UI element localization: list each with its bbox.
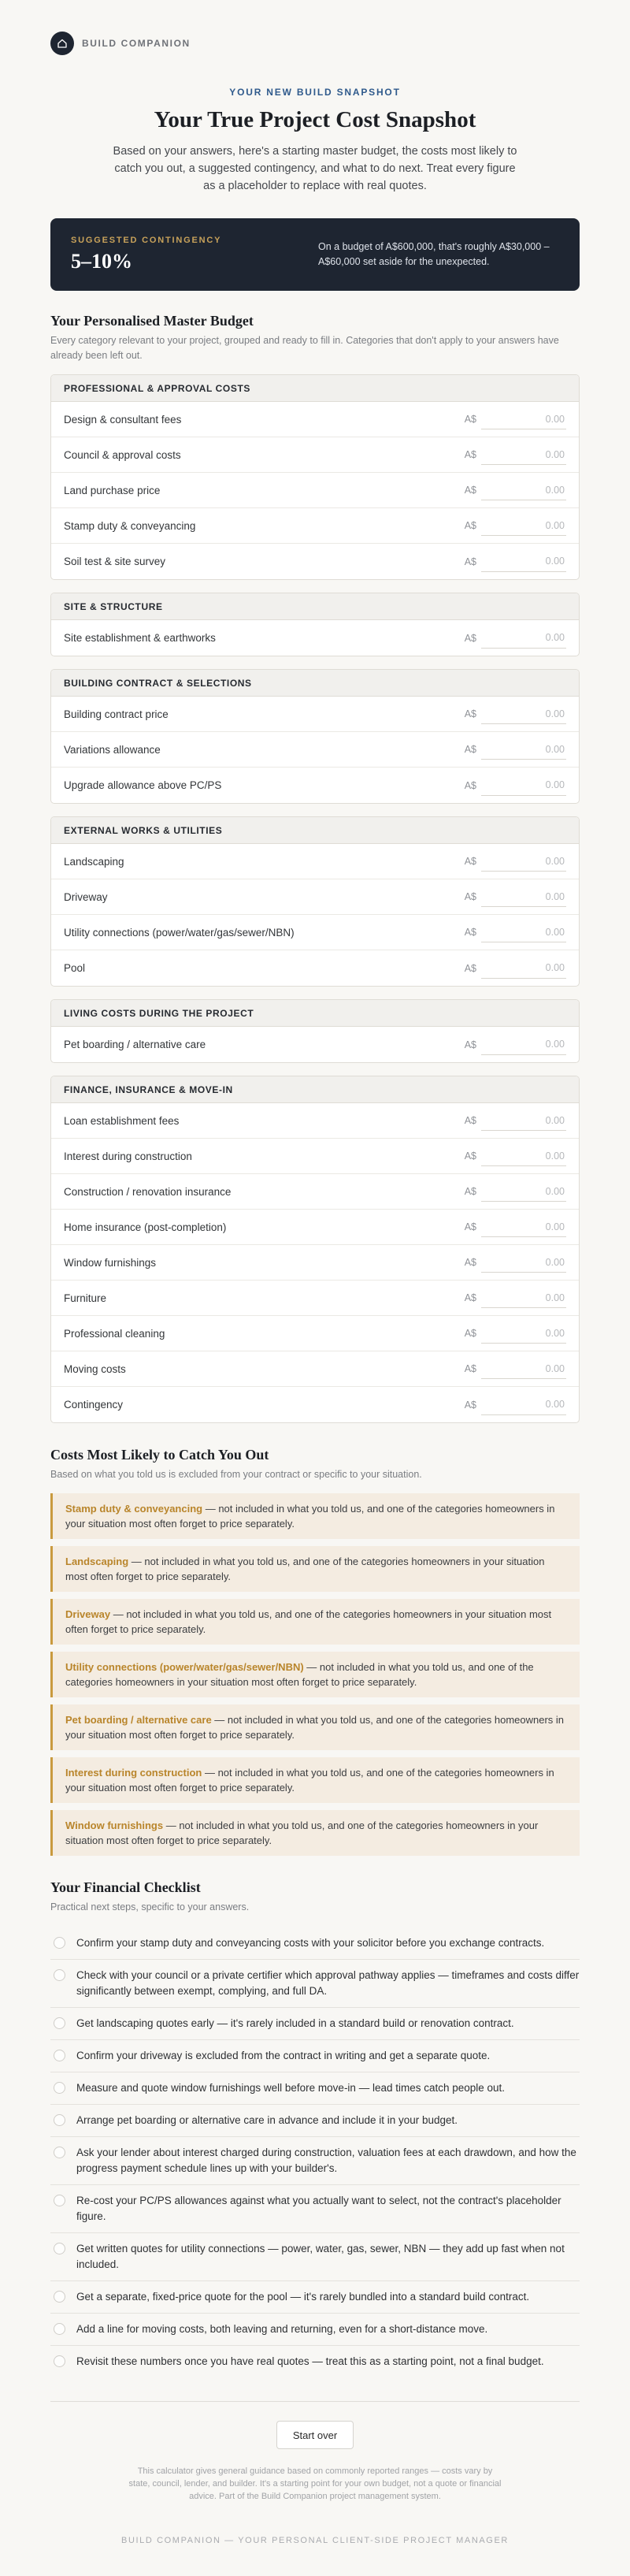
amount-input[interactable]	[481, 409, 566, 429]
line-item-label: Pet boarding / alternative care	[64, 1039, 206, 1050]
alert-category-name: Window furnishings	[65, 1820, 164, 1831]
budget-line-item	[51, 1351, 579, 1387]
amount-input[interactable]	[481, 1110, 566, 1131]
alert-text: — not included in what you told us, and one of the categories homeowners in your situation most often forget to price separately.	[65, 1608, 552, 1635]
catch-alert	[50, 1757, 580, 1803]
hero	[50, 87, 580, 195]
currency-symbol: A$	[464, 520, 476, 531]
category-heading: SITE & STRUCTURE	[51, 593, 579, 620]
budget-line-item	[51, 402, 579, 437]
checklist-item-text: Re-cost your PC/PS allowances against what you actually want to select, not the contract's placeholder figure.	[76, 2195, 561, 2222]
alert-text: — not included in what you told us, and one of the categories homeowners in your situation most often forget to price separately.	[65, 1556, 545, 1582]
currency-symbol: A$	[464, 414, 476, 425]
line-item-label: Furniture	[64, 1292, 107, 1304]
brand-name: BUILD COMPANION	[82, 38, 191, 49]
checklist-checkbox[interactable]	[54, 2243, 65, 2254]
checklist-item	[50, 2185, 580, 2233]
catch-alert	[50, 1493, 580, 1539]
checklist-item	[50, 1960, 580, 2008]
checklist-item	[50, 2281, 580, 2314]
contingency-label: SUGGESTED CONTINGENCY	[71, 236, 222, 245]
budget-line-item	[51, 915, 579, 950]
checklist-item-text: Confirm your stamp duty and conveyancing costs with your solicitor before you exchange contracts.	[76, 1937, 545, 1949]
checklist-checkbox[interactable]	[54, 2195, 65, 2206]
catch-title: Costs Most Likely to Catch You Out	[50, 1447, 269, 1463]
budget-line-item	[51, 1210, 579, 1245]
currency-symbol: A$	[464, 744, 476, 755]
currency-symbol: A$	[464, 962, 476, 974]
alert-category-name: Landscaping	[65, 1556, 129, 1567]
line-item-label: Stamp duty & conveyancing	[64, 519, 196, 532]
amount-input[interactable]	[481, 628, 566, 649]
line-item-label: Soil test & site survey	[64, 556, 166, 567]
amount-input[interactable]	[481, 739, 566, 760]
amount-input[interactable]	[481, 775, 566, 796]
budget-line-item	[51, 844, 579, 879]
budget-line-item	[51, 950, 579, 986]
checklist-item-text: Confirm your driveway is excluded from the contract in writing and get a separate quote.	[76, 2050, 491, 2061]
budget-category-card	[50, 999, 580, 1063]
amount-input[interactable]	[481, 1359, 566, 1379]
amount-input[interactable]	[481, 480, 566, 500]
line-item-label: Design & consultant fees	[64, 413, 182, 426]
amount-input[interactable]	[481, 851, 566, 872]
budget-category-card	[50, 593, 580, 656]
catch-alert	[50, 1652, 580, 1697]
page-title: Your True Project Cost Snapshot	[154, 107, 476, 132]
amount-input[interactable]	[481, 444, 566, 465]
category-heading: EXTERNAL WORKS & UTILITIES	[51, 817, 579, 844]
budget-line-item	[51, 732, 579, 768]
amount-input[interactable]	[481, 1252, 566, 1273]
alert-category-name: Stamp duty & conveyancing	[65, 1503, 203, 1515]
alert-text: — not included in what you told us, and one of the categories homeowners in your situation most often forget to price separately.	[65, 1714, 565, 1741]
line-item-label: Interest during construction	[64, 1150, 192, 1162]
alert-text: — not included in what you told us, and one of the categories homeowners in your situation most often forget to price separately.	[65, 1661, 534, 1688]
line-item-label: Utility connections (power/water/gas/sewer/NBN)	[64, 926, 295, 939]
budget-line-item	[51, 1174, 579, 1210]
budget-line-item	[51, 697, 579, 732]
currency-symbol: A$	[464, 708, 476, 719]
checklist-item	[50, 2008, 580, 2040]
alert-text: — not included in what you told us, and one of the categories homeowners in your situation most often forget to price separately.	[65, 1503, 555, 1530]
line-item-label: Moving costs	[64, 1362, 126, 1375]
budget-category-card	[50, 374, 580, 580]
currency-symbol: A$	[464, 1221, 476, 1232]
budget-categories	[50, 374, 580, 1423]
budget-category-card	[50, 669, 580, 804]
currency-symbol: A$	[464, 1186, 476, 1197]
amount-input[interactable]	[481, 1146, 566, 1166]
amount-input[interactable]	[481, 1288, 566, 1308]
checklist-item-text: Arrange pet boarding or alternative care in advance and include it in your budget.	[76, 2114, 458, 2126]
footer: BUILD COMPANION — YOUR PERSONAL CLIENT-SIDE PROJECT MANAGER	[121, 2536, 509, 2545]
budget-line-item	[51, 879, 579, 915]
amount-input[interactable]	[481, 1395, 566, 1415]
amount-input[interactable]	[481, 1035, 566, 1055]
currency-symbol: A$	[464, 1292, 476, 1303]
budget-line-item	[51, 1103, 579, 1139]
currency-symbol: A$	[464, 1399, 476, 1411]
checklist-checkbox[interactable]	[54, 2355, 65, 2367]
alert-category-name: Driveway	[65, 1608, 111, 1620]
budget-line-item	[51, 1027, 579, 1062]
contingency-value: 5–10%	[71, 250, 132, 273]
catch-alert	[50, 1704, 580, 1750]
budget-subtitle: Every category relevant to your project, grouped and ready to fill in. Categories that don't apply to your answers have already been left out.	[50, 335, 559, 361]
financial-checklist-section	[50, 1879, 580, 2377]
amount-input[interactable]	[481, 958, 566, 979]
currency-symbol: A$	[464, 556, 476, 567]
checklist-checkbox[interactable]	[54, 1937, 65, 1949]
currency-symbol: A$	[464, 1039, 476, 1050]
divider	[50, 2401, 580, 2402]
currency-symbol: A$	[464, 779, 476, 791]
alert-category-name: Interest during construction	[65, 1767, 202, 1779]
line-item-label: Upgrade allowance above PC/PS	[64, 779, 222, 791]
line-item-label: Land purchase price	[64, 484, 161, 496]
master-budget-section	[50, 313, 580, 1423]
catch-subtitle: Based on what you told us is excluded from your contract or specific to your situation.	[50, 1469, 422, 1480]
checklist-item-text: Measure and quote window furnishings well before move-in — lead times catch people out.	[76, 2082, 506, 2094]
budget-line-item	[51, 1316, 579, 1351]
line-item-label: Landscaping	[64, 855, 124, 868]
budget-line-item	[51, 1139, 579, 1174]
checklist-checkbox[interactable]	[54, 2017, 65, 2029]
checklist-item	[50, 2233, 580, 2281]
checklist-item	[50, 2040, 580, 2072]
checklist-item-text: Revisit these numbers once you have real quotes — treat this as a starting point, not a final budget.	[76, 2355, 544, 2367]
contingency-summary	[71, 236, 307, 273]
category-heading: PROFESSIONAL & APPROVAL COSTS	[51, 375, 579, 402]
category-heading: FINANCE, INSURANCE & MOVE-IN	[51, 1076, 579, 1103]
currency-symbol: A$	[464, 449, 476, 460]
budget-line-item	[51, 1387, 579, 1422]
budget-line-item	[51, 768, 579, 803]
amount-input[interactable]	[481, 922, 566, 942]
hero-intro: Based on your answers, here's a starting master budget, the costs most likely to catch you out, a suggested contingency, and what to do next. Treat every figure as a placeholder to replace with real quotes.	[113, 145, 517, 192]
category-heading: LIVING COSTS DURING THE PROJECT	[51, 1000, 579, 1027]
contingency-banner	[50, 218, 580, 291]
checklist-item	[50, 2314, 580, 2346]
checklist-checkbox[interactable]	[54, 2082, 65, 2094]
checklist-item	[50, 2346, 580, 2377]
currency-symbol: A$	[464, 1328, 476, 1339]
alert-text: — not included in what you told us, and one of the categories homeowners in your situation most often forget to price separately.	[65, 1820, 539, 1846]
budget-line-item	[51, 437, 579, 473]
checklist-item-text: Check with your council or a private certifier which approval pathway applies — timeframes and costs differ significantly between exempt, complying, and full DA.	[76, 1969, 580, 1997]
category-heading: BUILDING CONTRACT & SELECTIONS	[51, 670, 579, 697]
line-item-label: Professional cleaning	[64, 1327, 165, 1340]
budget-line-item	[51, 544, 579, 579]
checklist-checkbox[interactable]	[54, 2114, 65, 2126]
budget-line-item	[51, 473, 579, 508]
line-item-label: Variations allowance	[64, 743, 161, 756]
house-icon	[50, 32, 74, 55]
disclaimer: This calculator gives general guidance based on commonly reported ranges — costs vary by state, council, lender, and builder. It's a starting point for your own budget, not a quote or financial advice. Part of the Build Companion project management system.	[128, 2466, 502, 2501]
budget-line-item	[51, 508, 579, 544]
currency-symbol: A$	[464, 1115, 476, 1126]
amount-input[interactable]	[481, 515, 566, 536]
checklist-title: Your Financial Checklist	[50, 1879, 201, 1895]
currency-symbol: A$	[464, 485, 476, 496]
checklist-item-text: Add a line for moving costs, both leaving and returning, even for a short-distance move.	[76, 2323, 488, 2335]
checklist-item-text: Get written quotes for utility connections — power, water, gas, sewer, NBN — they add up fast when not included.	[76, 2243, 565, 2270]
amount-input[interactable]	[481, 704, 566, 724]
amount-input[interactable]	[481, 552, 566, 572]
start-over-button[interactable]: Start over	[276, 2421, 354, 2449]
currency-symbol: A$	[464, 891, 476, 902]
amount-input[interactable]	[481, 1181, 566, 1202]
actions	[50, 2421, 580, 2449]
checklist-checkbox[interactable]	[54, 2050, 65, 2061]
checklist-item-text: Get a separate, fixed-price quote for the pool — it's rarely bundled into a standard build contract.	[76, 2291, 530, 2303]
currency-symbol: A$	[464, 927, 476, 938]
amount-input[interactable]	[481, 1217, 566, 1237]
currency-symbol: A$	[464, 632, 476, 644]
line-item-label: Construction / renovation insurance	[64, 1185, 232, 1198]
line-item-label: Contingency	[64, 1399, 124, 1411]
budget-line-item	[51, 1281, 579, 1316]
line-item-label: Loan establishment fees	[64, 1114, 180, 1127]
budget-line-item	[51, 620, 579, 656]
checklist-item	[50, 2105, 580, 2137]
checklist-item-text: Get landscaping quotes early — it's rarely included in a standard build or renovation contract.	[76, 2017, 514, 2029]
budget-line-item	[51, 1245, 579, 1281]
line-item-label: Driveway	[64, 890, 108, 903]
alert-category-name: Pet boarding / alternative care	[65, 1714, 212, 1726]
budget-title: Your Personalised Master Budget	[50, 313, 254, 329]
brand-header	[50, 30, 580, 57]
budget-category-card	[50, 816, 580, 987]
checklist-item	[50, 1927, 580, 1960]
alert-category-name: Utility connections (power/water/gas/sewer/NBN)	[65, 1661, 304, 1673]
checklist-checkbox[interactable]	[54, 2147, 65, 2158]
catch-you-out-section	[50, 1447, 580, 1856]
amount-input[interactable]	[481, 887, 566, 907]
checklist-subtitle: Practical next steps, specific to your answers.	[50, 1901, 250, 1912]
currency-symbol: A$	[464, 856, 476, 867]
line-item-label: Building contract price	[64, 708, 169, 720]
line-item-label: Home insurance (post-completion)	[64, 1221, 227, 1233]
budget-category-card	[50, 1076, 580, 1423]
amount-input[interactable]	[481, 1323, 566, 1344]
currency-symbol: A$	[464, 1257, 476, 1268]
catch-alerts	[50, 1493, 580, 1856]
checklist-checkbox[interactable]	[54, 2291, 65, 2303]
catch-alert	[50, 1546, 580, 1592]
checklist-item	[50, 2137, 580, 2185]
line-item-label: Council & approval costs	[64, 448, 181, 461]
contingency-note: On a budget of A$600,000, that's roughly A$30,000 – A$60,000 set aside for the unexpected.	[318, 241, 550, 267]
line-item-label: Pool	[64, 962, 86, 974]
line-item-label: Window furnishings	[64, 1256, 157, 1269]
checklist-item-text: Ask your lender about interest charged during construction, valuation fees at each drawdown, and how the progress payment schedule lines up with your builder's.	[76, 2147, 576, 2174]
checklist-item	[50, 2072, 580, 2105]
catch-alert	[50, 1810, 580, 1856]
currency-symbol: A$	[464, 1150, 476, 1162]
line-item-label: Site establishment & earthworks	[64, 632, 216, 644]
checklist-checkbox[interactable]	[54, 2323, 65, 2335]
hero-eyebrow: YOUR NEW BUILD SNAPSHOT	[229, 87, 401, 98]
checklist-checkbox[interactable]	[54, 1969, 65, 1981]
alert-text: — not included in what you told us, and one of the categories homeowners in your situation most often forget to price separately.	[65, 1767, 554, 1794]
catch-alert	[50, 1599, 580, 1645]
currency-symbol: A$	[464, 1363, 476, 1374]
checklist-items	[50, 1927, 580, 2377]
